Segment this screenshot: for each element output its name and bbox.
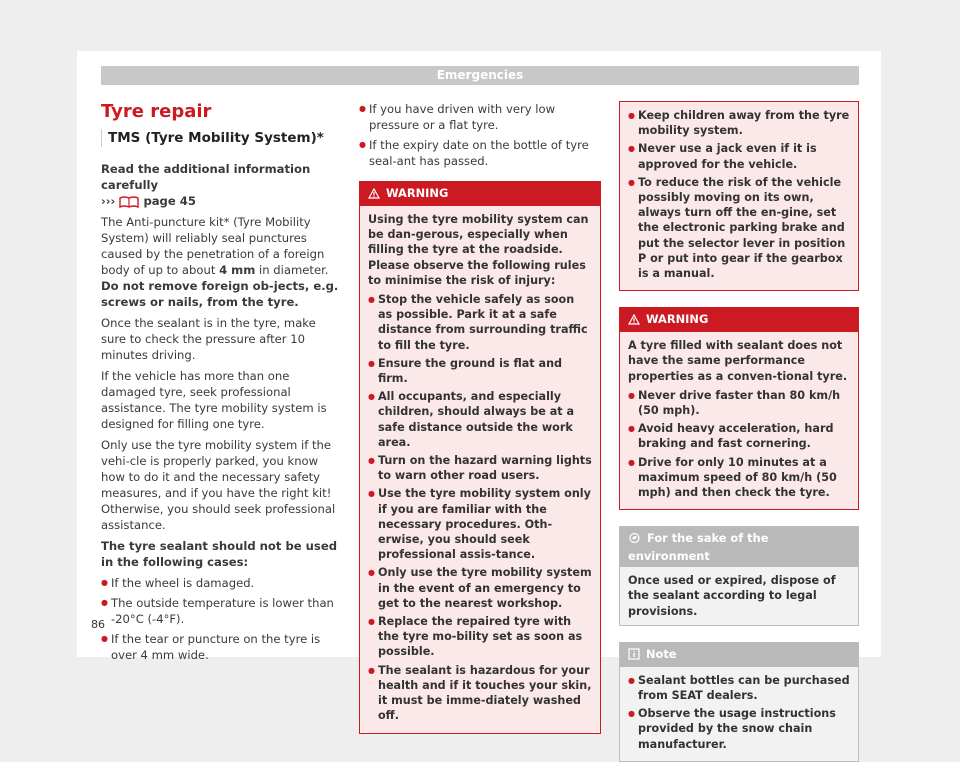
sub-title: TMS (Tyre Mobility System)* <box>101 129 341 147</box>
list-item: ● Turn on the hazard warning lights to warn other road users. <box>368 453 592 483</box>
warning-box <box>359 181 601 734</box>
warning-intro: A tyre filled with sealant does not have the same performance properties as a conven-tional tyre. <box>628 339 848 383</box>
note-header: Note <box>620 643 858 667</box>
read-info: Read the additional information carefully ››› page 45 <box>101 162 311 208</box>
list-item: ● Drive for only 10 minutes at a maximum speed of 80 km/h (50 mph) and then check the tyre. <box>628 455 850 501</box>
warning-header: WARNING <box>360 182 600 206</box>
environment-box <box>619 526 859 626</box>
paragraph-4: Only use the tyre mobility system if the vehi-cle is properly parked, you know how to do it and the necessary safety measures, and if you have the right kit! Otherwise, you should seek professional assistance. <box>101 438 336 532</box>
list-item: ● Keep children away from the tyre mobility system. <box>628 108 850 138</box>
note-body <box>620 667 858 761</box>
list-item: ● Never use a jack even if it is approved for the vehicle. <box>628 141 850 171</box>
list-item: ● Never drive faster than 80 km/h (50 mph). <box>628 388 850 418</box>
list-item: ● All occupants, and especially children, should always be at a safe distance outside the work area. <box>368 389 592 450</box>
section-title: Tyre repair <box>101 101 212 122</box>
note-box <box>619 642 859 762</box>
warning-intro: Using the tyre mobility system can be dan-gerous, especially when filling the tyre at the roadside. Please observe the following rules to minimise the risk of injury: <box>368 213 589 287</box>
cases-title: The tyre sealant should not be used in the following cases: <box>101 539 337 569</box>
environment-header: For the sake of the environment <box>620 527 858 567</box>
list-item: ● If you have driven with very low pressure or a flat tyre. <box>359 101 601 133</box>
list-item: ● Avoid heavy acceleration, hard braking and fast cornering. <box>628 421 850 451</box>
list-item: ● Only use the tyre mobility system in the event of an emergency to get to the nearest workshop. <box>368 565 592 611</box>
list-item: ● The sealant is hazardous for your health and if it touches your skin, it must be imme-diately washed off. <box>368 663 592 724</box>
column-3 <box>619 101 859 762</box>
list-item: ● Use the tyre mobility system only if you are familiar with the necessary procedures. Oth-erwise, you should seek professional assis-tance. <box>368 486 592 562</box>
warning-box-2 <box>619 307 859 510</box>
warning-body <box>620 332 858 509</box>
paragraph-1: The Anti-puncture kit* (Tyre Mobility System) will reliably seal punctures caused by the penetration of a foreign body of up to about 4 mm in diameter. Do not remove foreign ob-jects, e.g. screws or nails, from the tyre. <box>101 215 339 309</box>
warning-header: WARNING <box>620 308 858 332</box>
list-item: ● Replace the repaired tyre with the tyre mo-bility set as soon as possible. <box>368 614 592 660</box>
list-item: ● Observe the usage instructions provided by the snow chain manufacturer. <box>628 706 850 752</box>
paragraph-2: Once the sealant is in the tyre, make sure to check the pressure after 10 minutes driving. <box>101 316 316 362</box>
warning-triangle-icon <box>368 187 380 203</box>
list-item: ● To reduce the risk of the vehicle possibly moving on its own, always turn off the en-gine, set the electronic parking brake and put the selector lever in position P or put into gear if the gearbox is a manual. <box>628 175 850 281</box>
column-1 <box>101 101 341 667</box>
list-item: ● If the tear or puncture on the tyre is over 4 mm wide. <box>101 631 341 663</box>
info-icon <box>628 648 640 664</box>
list-item: ● Stop the vehicle safely as soon as possible. Park it at a safe distance from surrounding traffic to fill the tyre. <box>368 292 592 353</box>
page-number: 86 <box>91 618 105 631</box>
warning-continued-body <box>620 102 858 290</box>
warning-body <box>360 206 600 733</box>
chapter-header: Emergencies <box>101 66 859 85</box>
paragraph-3: If the vehicle has more than one damaged tyre, seek professional assistance. The tyre mobility system is designed for filling one tyre. <box>101 369 327 431</box>
warning-triangle-icon <box>628 313 640 329</box>
environment-body: Once used or expired, dispose of the sealant according to legal provisions. <box>620 567 858 625</box>
column-2 <box>359 101 601 734</box>
book-icon <box>119 196 139 208</box>
environment-icon <box>628 532 641 548</box>
list-item: ● Ensure the ground is flat and firm. <box>368 356 592 386</box>
ref-arrows: ››› <box>101 194 116 208</box>
warning-continued-box <box>619 101 859 291</box>
list-item: ● The outside temperature is lower than -20°C (-4°F). <box>101 595 341 627</box>
list-item: ● If the expiry date on the bottle of tyre seal-ant has passed. <box>359 137 601 169</box>
list-item: ● Sealant bottles can be purchased from SEAT dealers. <box>628 673 850 703</box>
list-item: ● If the wheel is damaged. <box>101 575 341 591</box>
page-ref-link[interactable]: page 45 <box>143 194 196 208</box>
manual-page <box>77 51 881 751</box>
